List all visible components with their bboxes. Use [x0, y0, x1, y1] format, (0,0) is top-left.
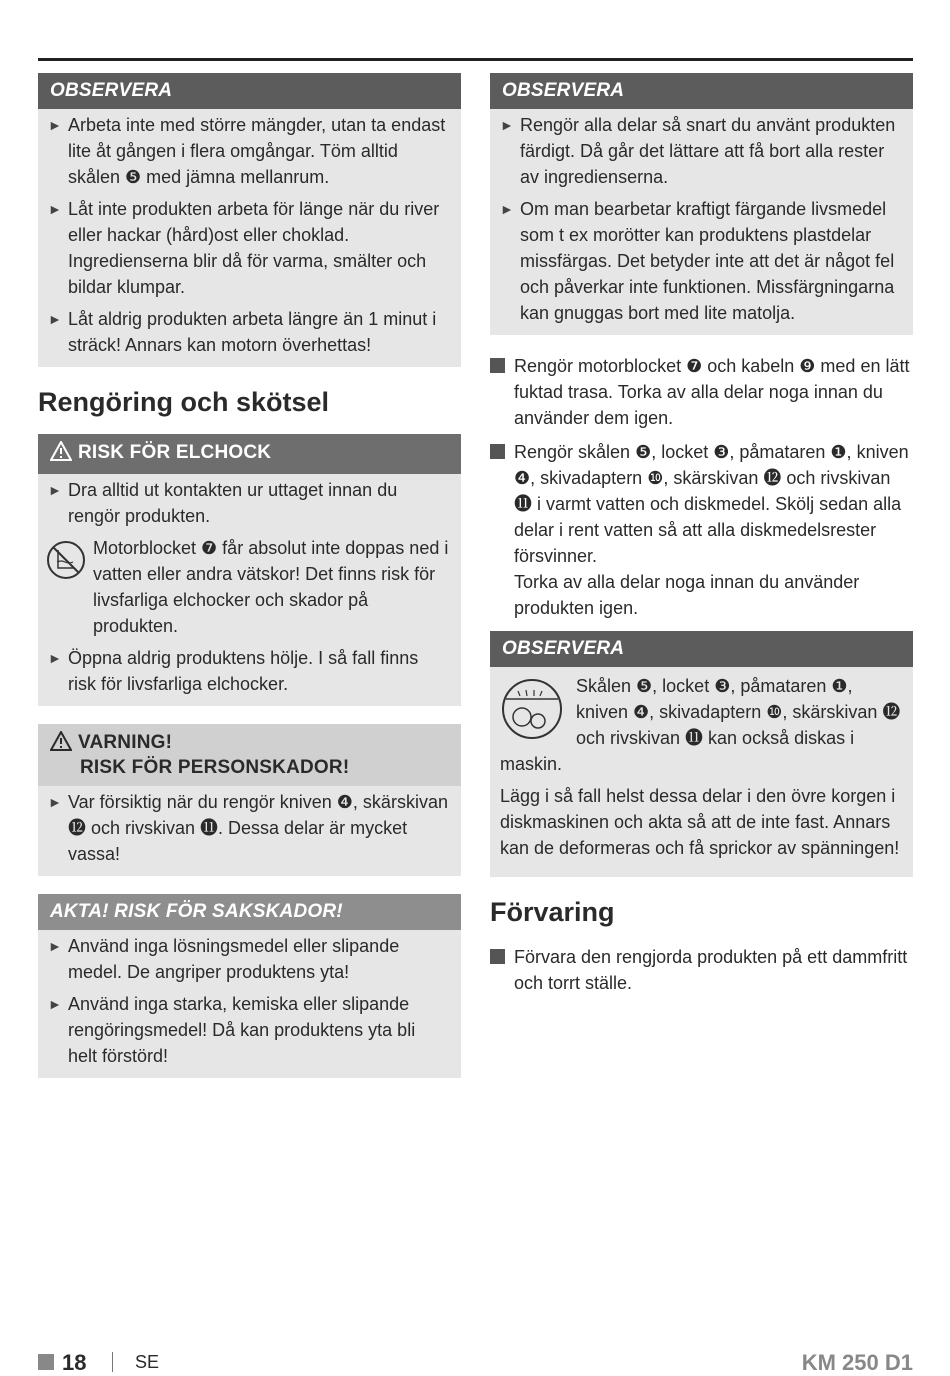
warning-triangle-icon — [50, 731, 72, 757]
list-item: ► Använd inga starka, kemiska eller slipande rengöringsmedel! Då kan produktens yta bli helt förstörd! — [38, 988, 461, 1072]
observera-header: OBSERVERA — [490, 73, 913, 109]
arrow-icon: ► — [48, 117, 62, 133]
section-title-cleaning: Rengöring och skötsel — [38, 387, 330, 417]
top-rule — [38, 58, 913, 61]
list-item: Förvara den rengjorda produkten på ett dammfritt och torrt ställe. — [490, 944, 913, 996]
list-item: ► Låt aldrig produkten arbeta längre än 1 minut i sträck! Annars kan motorn överhettas! — [38, 303, 461, 361]
language-code: SE — [135, 1352, 160, 1372]
arrow-icon: ► — [48, 996, 62, 1012]
page-number: 18 — [62, 1350, 87, 1375]
arrow-icon: ► — [48, 311, 62, 327]
property-damage-header: AKTA! RISK FÖR SAKSKADOR! — [38, 894, 461, 930]
dishwasher-box — [490, 631, 913, 877]
model-number: KM 250 D1 — [801, 1350, 913, 1375]
arrow-icon: ► — [48, 794, 62, 810]
observera-box-right — [490, 73, 913, 335]
arrow-icon: ► — [48, 482, 62, 498]
right-column — [490, 73, 913, 1004]
arrow-icon: ► — [500, 117, 514, 133]
no-immersion-icon — [46, 540, 86, 580]
square-bullet-icon — [490, 444, 505, 459]
list-item: ► Om man bearbetar kraftigt färgande livsmedel som t ex morötter kan produktens plastdelar missfärgas. Det betyder inte att det är något fel och påverkar inte funktionen. Missfärgningarna kan gnuggas bort med lite matolja. — [490, 193, 913, 329]
list-item: ► Använd inga lösningsmedel eller slipande medel. De angriper produktens yta! — [38, 930, 461, 988]
list-item: ► Låt inte produkten arbeta för länge när du river eller hackar (hård)ost eller choklad. Ingredienserna blir då för varma, smälter och bildar klumpar. — [38, 193, 461, 303]
list-item: Rengör skålen ❺, locket ❸, påmataren ❶, kniven ❹, skivadaptern ❿, skärskivan ⓬ och rivskivan ⓫ i varmt vatten och diskmedel. Skölj sedan alla delar i rent vatten så att alla diskmedelsrester försvinner. Torka av alla delar noga innan du använder produkten igen. — [490, 439, 913, 621]
electric-shock-header: RISK FÖR ELCHOCK — [38, 434, 461, 474]
square-bullet-icon — [490, 358, 505, 373]
list-item: ► Rengör alla delar så snart du använt produkten färdigt. Då går det lättare att få bort alla rester av ingredienserna. — [490, 109, 913, 193]
arrow-icon: ► — [500, 201, 514, 217]
section-title-storage: Förvaring — [490, 897, 615, 927]
observera-header: OBSERVERA — [38, 73, 461, 109]
electric-shock-box — [38, 434, 461, 706]
injury-warning-box — [38, 724, 461, 876]
arrow-icon: ► — [48, 650, 62, 666]
warning-triangle-icon — [50, 441, 72, 467]
arrow-icon: ► — [48, 938, 62, 954]
observera-header: OBSERVERA — [490, 631, 913, 667]
footer-square-icon — [38, 1354, 54, 1370]
injury-warning-header: VARNING! RISK FÖR PERSONSKADOR! — [38, 724, 461, 786]
list-item: Motorblocket ❼ får absolut inte doppas ned i vatten eller andra vätskor! Det finns risk för livsfarliga elchocker och skador på produkten. — [38, 532, 461, 642]
observera-box-left — [38, 73, 461, 367]
list-item: ► Var försiktig när du rengör kniven ❹, skärskivan ⓬ och rivskivan ⓫. Dessa delar är mycket vassa! — [38, 786, 461, 870]
dishwasher-icon — [500, 677, 568, 741]
footer-divider — [112, 1352, 113, 1372]
list-item: ► Arbeta inte med större mängder, utan ta endast lite åt gången i flera omgångar. Töm alltid skålen ❺ med jämna mellanrum. — [38, 109, 461, 193]
dishwasher-note: Skålen ❺, locket ❸, påmataren ❶, kniven ❹, skivadaptern ❿, skärskivan ⓬ och rivskivan ⓫ kan också diskas i maskin. Lägg i så fall helst dessa delar i den övre korgen i diskmaskinen och akta så att de inte fast. Annars kan de deformeras och få sprickor av spänningen! — [500, 676, 901, 858]
arrow-icon: ► — [48, 201, 62, 217]
list-item: ► Öppna aldrig produktens hölje. I så fall finns risk för livsfarliga elchocker. — [38, 642, 461, 700]
property-damage-box — [38, 894, 461, 1078]
list-item: ► Dra alltid ut kontakten ur uttaget innan du rengör produkten. — [38, 474, 461, 532]
square-bullet-icon — [490, 949, 505, 964]
left-column — [38, 73, 461, 1096]
page-footer — [38, 1350, 913, 1376]
list-item: Rengör motorblocket ❼ och kabeln ❾ med en lätt fuktad trasa. Torka av alla delar noga innan du använder dem igen. — [490, 353, 913, 431]
